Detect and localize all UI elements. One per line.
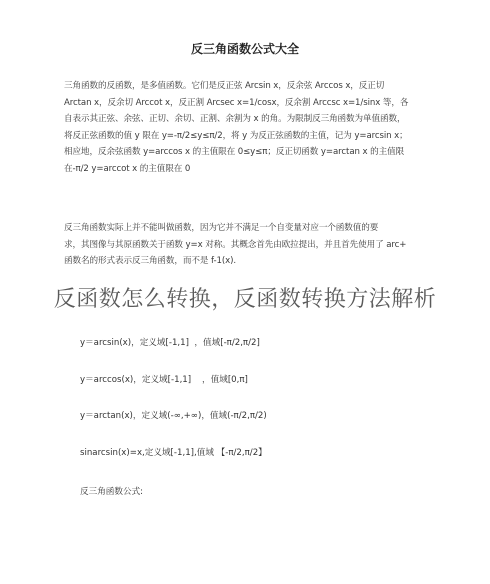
intro-paragraph: 三角函数的反函数，是多值函数。它们是反正弦 Arcsin x，反余弦 Arccos x，反正切 Arctan x，反余切 Arccot x，反正割 Arcsec x=1/cosx，反余割 Arccsc x=1/sinx 等，各 自表示其正弦、余弦、正切、余切、正割、余割为 x 的角。为限制反三角函数为单值函数， 将反正弦函数的值 y 限在 y=-π/2≤y≤π/2，将 y 为反正弦函数的主值，记为 y=arcsin x； 相应地，反余弦函数 y=arccos x 的主值限在 0≤y≤π；反正切函数 y=arctan x 的主值限 在-π/2 y=arccot x 的主值限在 0 <box>64 81 409 174</box>
formula-sin-arcsin: sinarcsin(x)=x,定义域[-1,1],值域 【-π/2,π/2】 <box>80 448 267 458</box>
formula-arccos: y＝arccos(x)，定义域[-1,1] ，值域[0,π] <box>80 375 248 385</box>
document-title: 反三角函数公式大全 <box>190 42 299 56</box>
formula-arcsin: y＝arcsin(x)，定义域[-1,1] ，值域[-π/2,π/2] <box>80 338 260 348</box>
watermark-overlay-text: 反函数怎么转换，反函数转换方法解析 <box>53 287 437 312</box>
formulas-heading: 反三角函数公式: <box>80 487 144 497</box>
history-paragraph: 反三角函数实际上并不能叫做函数，因为它并不满足一个自变量对应一个函数值的要 求，其图像与其原函数关于函数 y=x 对称。其概念首先由欧拉提出，并且首先使用了 arc+ 函数名的形式表示反三角函数，而不是 f-1(x). <box>64 223 407 266</box>
formula-arctan: y＝arctan(x)，定义域(-∞,+∞)，值域(-π/2,π/2) <box>80 411 267 421</box>
